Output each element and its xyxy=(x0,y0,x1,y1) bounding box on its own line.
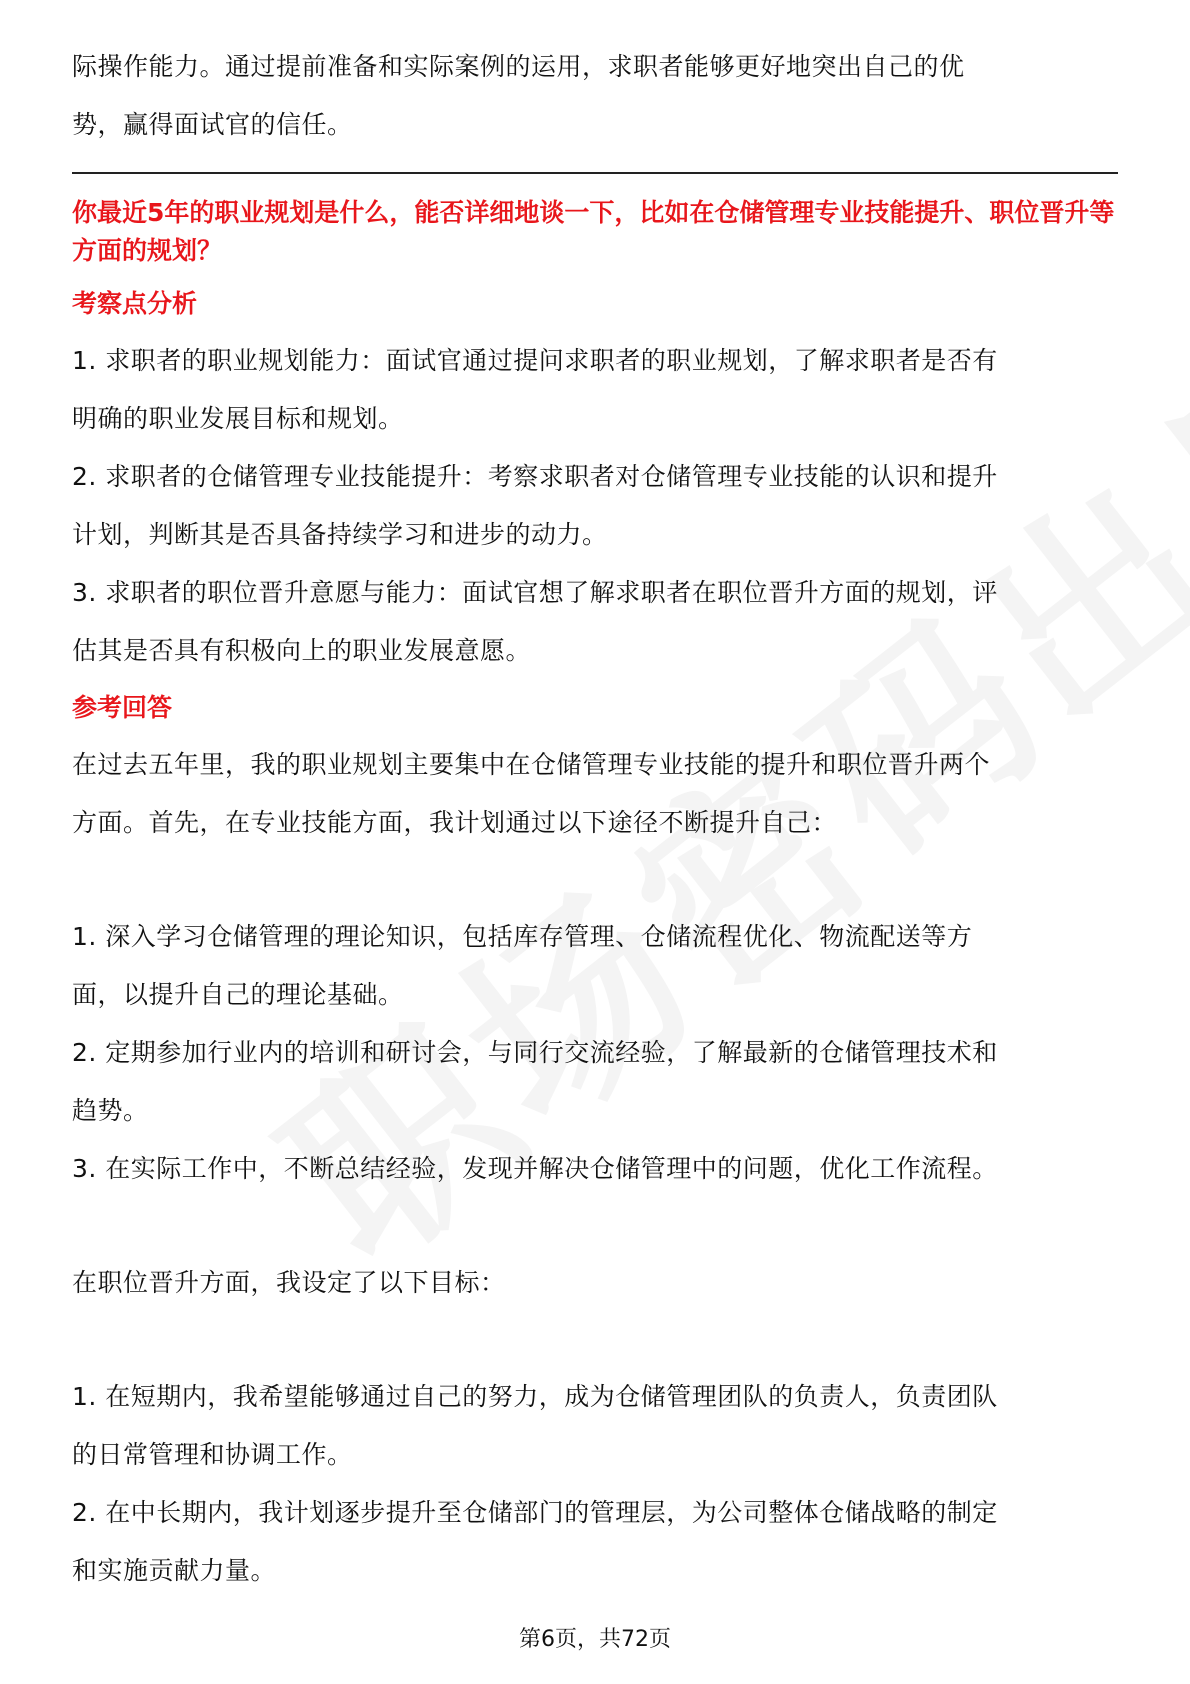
answer-title: 参考回答 xyxy=(72,693,173,722)
skill-3-line-1: 3. 在实际工作中，不断总结经验，发现并解决仓储管理中的问题，优化工作流程。 xyxy=(72,1154,998,1183)
analysis-item-2-line-1: 2. 求职者的仓储管理专业技能提升：考察求职者对仓储管理专业技能的认识和提升 xyxy=(72,462,998,491)
analysis-item-3-line-1: 3. 求职者的职位晋升意愿与能力：面试官想了解求职者在职位晋升方面的规划，评 xyxy=(72,578,998,607)
analysis-item-1-line-2: 明确的职业发展目标和规划。 xyxy=(72,404,404,433)
goal-2-line-1: 2. 在中长期内，我计划逐步提升至仓储部门的管理层，为公司整体仓储战略的制定 xyxy=(72,1498,998,1527)
promotion-intro: 在职位晋升方面，我设定了以下目标： xyxy=(72,1268,506,1297)
question-heading: 你最近5年的职业规划是什么，能否详细地谈一下，比如在仓储管理专业技能提升、职位晋升等方面的规划？ xyxy=(72,198,1115,265)
analysis-item-1-line-1: 1. 求职者的职业规划能力：面试官通过提问求职者的职业规划，了解求职者是否有 xyxy=(72,346,998,375)
analysis-title: 考察点分析 xyxy=(72,289,198,318)
skill-1-line-1: 1. 深入学习仓储管理的理论知识，包括库存管理、仓储流程优化、物流配送等方 xyxy=(72,922,973,951)
intro-line-2: 势，赢得面试官的信任。 xyxy=(72,110,353,139)
page-number: 第6页，共72页 xyxy=(519,1627,671,1652)
skill-2-line-1: 2. 定期参加行业内的培训和研讨会，与同行交流经验，了解最新的仓储管理技术和 xyxy=(72,1038,998,1067)
skill-1-line-2: 面，以提升自己的理论基础。 xyxy=(72,980,404,1009)
skill-2-line-2: 趋势。 xyxy=(72,1096,149,1125)
answer-intro-line-1: 在过去五年里，我的职业规划主要集中在仓储管理专业技能的提升和职位晋升两个 xyxy=(72,750,991,779)
intro-line-1: 际操作能力。通过提前准备和实际案例的运用，求职者能够更好地突出自己的优 xyxy=(72,52,965,81)
analysis-item-2-line-2: 计划，判断其是否具备持续学习和进步的动力。 xyxy=(72,520,608,549)
divider xyxy=(72,172,1118,174)
goal-1-line-1: 1. 在短期内，我希望能够通过自己的努力，成为仓储管理团队的负责人，负责团队 xyxy=(72,1382,998,1411)
answer-intro-line-2: 方面。首先，在专业技能方面，我计划通过以下途径不断提升自己： xyxy=(72,808,838,837)
analysis-item-3-line-2: 估其是否具有积极向上的职业发展意愿。 xyxy=(72,636,532,665)
goal-1-line-2: 的日常管理和协调工作。 xyxy=(72,1440,353,1469)
document-page xyxy=(72,38,1118,1600)
goal-2-line-2: 和实施贡献力量。 xyxy=(72,1556,277,1585)
